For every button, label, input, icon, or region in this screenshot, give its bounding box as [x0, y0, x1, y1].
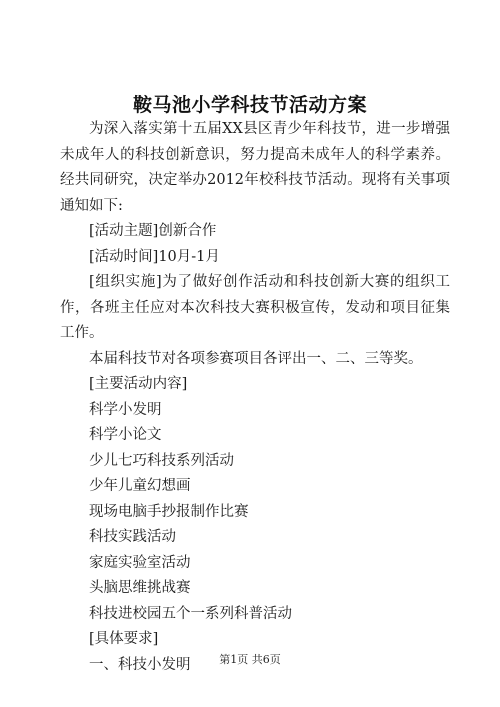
activity-item: 头脑思维挑战赛	[89, 580, 191, 596]
document-body	[60, 117, 450, 678]
activity-item: 少年儿童幻想画	[89, 478, 191, 494]
activity-item: 少儿七巧科技系列活动	[89, 452, 234, 469]
activity-item: 科技进校园五个一系列科普活动	[89, 605, 292, 622]
document-title: 鞍马池小学科技节活动方案	[132, 94, 367, 116]
activity-time: [活动时间]10月-1月	[89, 248, 220, 265]
intro-paragraph: 为深入落实第十五届XX县区青少年科技节，进一步增强未成年人的科技创新意识，努力提高未成年人的科学素养。经共同研究，决定举办2012年校科技节活动。现将有关事项通知如下:	[60, 121, 450, 214]
page-footer: 第1页 共6页	[219, 653, 281, 666]
requirement-item: 一、科技小发明	[89, 656, 191, 673]
activity-theme: [活动主题]创新合作	[89, 223, 217, 239]
activity-item: 家庭实验室活动	[89, 554, 191, 571]
activity-item: 科学小发明	[89, 401, 162, 418]
activity-item: 现场电脑手抄报制作比赛	[89, 503, 249, 520]
activity-item: 科技实践活动	[89, 529, 176, 545]
requirements-heading: [具体要求]	[89, 631, 159, 647]
main-activities-heading: [主要活动内容]	[89, 376, 188, 392]
organization-paragraph: [组织实施]为了做好创作活动和科技创新大赛的组织工作，各班主任应对本次科技大赛积极宣传，发动和项目征集工作。	[60, 274, 450, 341]
activity-item: 科学小论文	[89, 427, 162, 443]
awards-paragraph: 本届科技节对各项参赛项目各评出一、二、三等奖。	[89, 350, 423, 367]
